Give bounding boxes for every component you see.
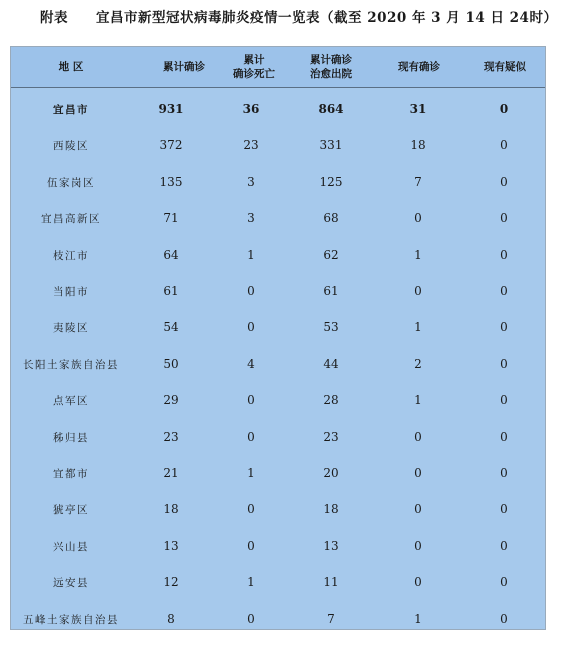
cell-deaths: 23: [243, 138, 259, 153]
header-cured-line1: 累计确诊: [310, 54, 352, 66]
cell-region: 秭归县: [53, 431, 89, 444]
cell-confirmed: 13: [163, 538, 179, 553]
cell-deaths: 0: [247, 538, 255, 553]
cell-confirmed: 21: [163, 466, 179, 480]
cell-confirmed: 71: [163, 211, 179, 226]
cell-suspected: 0: [500, 466, 508, 480]
cell-region: 长阳土家族自治县: [23, 358, 119, 371]
table-row: [11, 272, 545, 309]
cell-suspected: 0: [500, 393, 508, 408]
cell-region: 宜昌高新区: [41, 213, 101, 226]
cell-suspected: 0: [500, 502, 508, 517]
table-row: [11, 527, 545, 564]
cell-region: 宜昌市: [53, 104, 89, 116]
cell-confirmed: 12: [163, 575, 179, 590]
table-row: [11, 308, 545, 345]
cell-confirmed: 23: [163, 429, 179, 444]
cell-confirmed: 135: [159, 174, 183, 189]
header-confirmed: 累计确诊: [163, 61, 205, 73]
cell-confirmed: 61: [163, 284, 179, 298]
cell-region: 五峰土家族自治县: [23, 613, 119, 626]
cell-region: 当阳市: [53, 286, 89, 298]
cell-deaths: 0: [247, 429, 255, 444]
cell-cured: 864: [318, 102, 344, 116]
table-row: [11, 126, 545, 163]
cell-cured: 7: [327, 611, 335, 626]
cell-confirmed: 18: [163, 502, 179, 517]
cell-suspected: 0: [500, 611, 508, 626]
cell-region: 点军区: [53, 395, 89, 408]
cell-suspected: 0: [500, 538, 508, 553]
cell-suspected: 0: [500, 429, 508, 444]
header-deaths-line2: 确诊死亡: [233, 68, 275, 80]
cell-suspected: 0: [500, 320, 508, 335]
cell-cured: 53: [323, 320, 339, 335]
cell-suspected: 0: [500, 174, 508, 189]
title-main: 宜昌市新型冠状病毒肺炎疫情一览表（截至 2020 年 3 月 14 日 24时）: [96, 10, 558, 26]
table-row: [11, 490, 545, 527]
cell-current: 0: [414, 284, 422, 298]
cell-deaths: 36: [242, 102, 260, 116]
cell-cured: 61: [323, 284, 339, 298]
cell-current: 1: [414, 393, 422, 408]
cell-suspected: 0: [500, 284, 508, 298]
header-current: 现有确诊: [398, 61, 440, 73]
table-row: [11, 418, 545, 455]
cell-deaths: 0: [247, 611, 255, 626]
cell-confirmed: 29: [163, 393, 179, 408]
cell-cured: 20: [323, 466, 339, 480]
cell-cured: 62: [323, 247, 339, 262]
table-row: [11, 345, 545, 382]
cell-current: 0: [414, 502, 422, 517]
cell-deaths: 3: [247, 211, 255, 226]
cell-confirmed: 64: [163, 247, 179, 262]
header-deaths-line1: 累计: [243, 54, 265, 66]
cell-deaths: 1: [247, 247, 255, 262]
cell-current: 0: [414, 466, 422, 480]
cell-deaths: 0: [247, 393, 255, 408]
table-row: [11, 600, 545, 637]
cell-current: 0: [414, 211, 422, 226]
cell-cured: 68: [323, 211, 339, 226]
cell-suspected: 0: [500, 247, 508, 262]
table-row: [11, 381, 545, 418]
cell-deaths: 0: [247, 284, 255, 298]
table-row: [11, 454, 545, 491]
cell-region: 夷陵区: [53, 322, 89, 335]
cell-confirmed: 372: [159, 138, 183, 153]
cell-current: 31: [409, 102, 427, 116]
cell-deaths: 4: [247, 356, 255, 371]
cell-region: 西陵区: [53, 140, 89, 153]
cell-current: 18: [410, 138, 426, 153]
table-row: [11, 236, 545, 273]
cell-region: 猇亭区: [53, 504, 89, 517]
cell-region: 伍家岗区: [47, 176, 95, 189]
cell-current: 1: [414, 320, 422, 335]
table-row-total: [11, 90, 545, 127]
cell-current: 0: [414, 575, 422, 590]
header-cured: [310, 53, 352, 81]
cell-cured: 13: [323, 538, 339, 553]
header-cured-line2: 治愈出院: [310, 68, 352, 80]
cell-confirmed: 931: [158, 102, 184, 116]
cell-current: 2: [414, 356, 422, 371]
cell-region: 枝江市: [53, 249, 89, 262]
cell-current: 7: [414, 174, 422, 189]
table-header: [11, 47, 545, 88]
header-region: 地 区: [58, 61, 84, 73]
cell-current: 1: [414, 611, 422, 626]
cell-current: 1: [414, 247, 422, 262]
cell-cured: 125: [319, 174, 343, 189]
table-row: [11, 199, 545, 236]
cell-suspected: 0: [500, 211, 508, 226]
cell-region: 远安县: [53, 577, 89, 590]
cell-deaths: 0: [247, 502, 255, 517]
cell-cured: 23: [323, 429, 339, 444]
cell-suspected: 0: [500, 138, 508, 153]
cell-deaths: 1: [247, 466, 255, 480]
cell-deaths: 1: [247, 575, 255, 590]
cell-cured: 28: [323, 393, 339, 408]
cell-confirmed: 54: [163, 320, 179, 335]
table-row: [11, 563, 545, 600]
cell-region: 宜都市: [53, 468, 89, 480]
cell-deaths: 0: [247, 320, 255, 335]
cell-confirmed: 50: [163, 356, 179, 371]
cell-cured: 44: [323, 356, 339, 371]
cell-suspected: 0: [499, 102, 509, 116]
cell-confirmed: 8: [167, 611, 175, 626]
cell-suspected: 0: [500, 356, 508, 371]
cell-cured: 331: [319, 138, 343, 153]
table-row: [11, 163, 545, 200]
header-suspected: 现有疑似: [484, 61, 526, 73]
header-deaths: [233, 53, 275, 81]
cell-suspected: 0: [500, 575, 508, 590]
cell-current: 0: [414, 538, 422, 553]
statistics-table: [10, 46, 546, 630]
cell-cured: 18: [323, 502, 339, 517]
title-prefix: 附表: [40, 10, 68, 26]
cell-cured: 11: [323, 575, 339, 590]
cell-deaths: 3: [247, 174, 255, 189]
cell-current: 0: [414, 429, 422, 444]
cell-region: 兴山县: [53, 540, 89, 553]
